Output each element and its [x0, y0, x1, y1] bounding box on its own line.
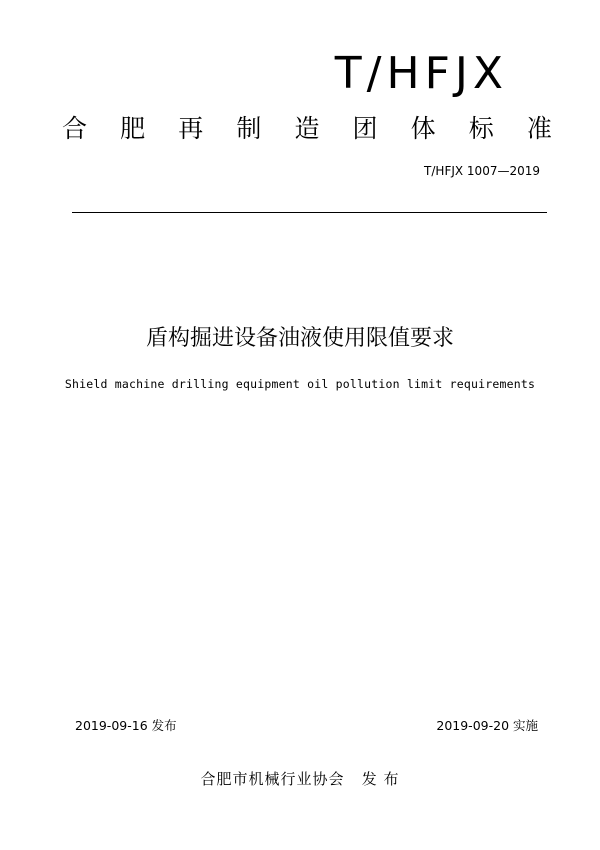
org-title-char: 制 [236, 114, 262, 143]
org-title-char: 准 [526, 114, 552, 143]
document-title-zh: 盾构掘进设备油液使用限值要求 [145, 326, 454, 351]
org-title-char: 再 [178, 114, 204, 143]
org-title-char: 体 [410, 114, 436, 143]
issuing-organization: 合肥市机械行业协会 发 布 [200, 770, 400, 788]
org-title-char: 合 [62, 114, 88, 143]
publish-date: 2019-09-16 发布 [75, 718, 177, 733]
implement-date: 2019-09-20 实施 [436, 718, 538, 733]
standard-number: T/HFJX 1007—2019 [424, 164, 540, 178]
standard-code-heading: T/HFJX [334, 48, 508, 99]
org-title-char: 肥 [120, 114, 146, 143]
document-title-en: Shield machine drilling equipment oil pollution limit requirements [64, 377, 536, 391]
org-title-char: 团 [352, 114, 378, 143]
organization-standard-title [62, 116, 552, 141]
org-title-char: 造 [294, 114, 320, 143]
org-title-char: 标 [468, 114, 494, 143]
header-divider [72, 212, 547, 213]
